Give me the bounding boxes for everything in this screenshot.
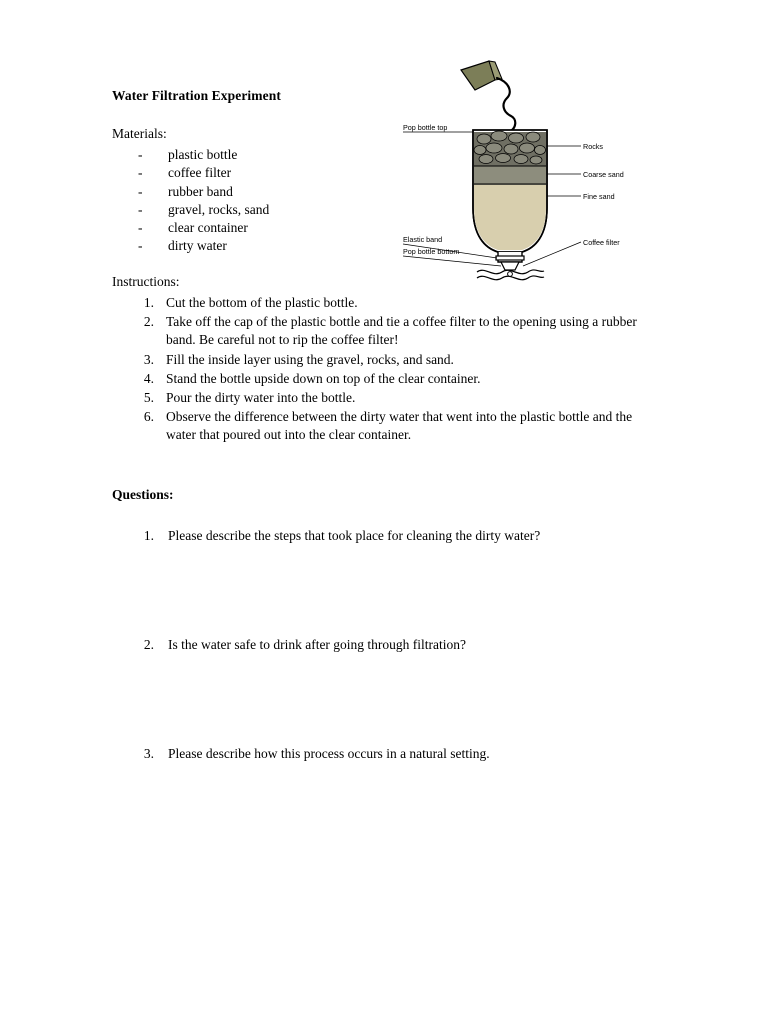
bullet-dash: - — [138, 201, 143, 217]
bullet-dash: - — [138, 220, 143, 236]
bullet-dash: - — [138, 147, 143, 162]
list-item: Stand the bottle upside down on top of the clear container. — [166, 370, 481, 386]
list-item: Please describe how this process occurs in a natural setting. — [168, 746, 490, 762]
materials-list — [112, 146, 642, 256]
list-item — [138, 164, 642, 182]
page-title: Water Filtration Experiment — [112, 88, 281, 103]
material-label: dirty water — [168, 238, 227, 254]
instructions-heading: Instructions: — [112, 273, 180, 289]
diagram-label-coarse-sand: Coarse sand — [583, 170, 624, 179]
list-item — [138, 219, 642, 237]
bullet-dash: - — [138, 165, 143, 181]
questions-list — [112, 527, 642, 854]
list-item — [138, 146, 642, 164]
document-content — [112, 88, 642, 854]
material-label: rubber band — [168, 183, 233, 199]
diagram-label-elastic-band: Elastic band — [403, 235, 443, 244]
diagram-label-pop-bottle-top: Pop bottle top — [403, 123, 448, 132]
diagram-label-coffee-filter: Coffee filter — [583, 238, 620, 247]
instructions-list — [112, 294, 642, 445]
list-item: Is the water safe to drink after going through filtration? — [168, 637, 467, 653]
diagram-label-pop-bottle-bottom: Pop bottle bottom — [403, 247, 460, 256]
material-label: coffee filter — [168, 165, 232, 181]
diagram-label-rocks: Rocks — [583, 142, 603, 151]
diagram-label-fine-sand: Fine sand — [583, 192, 615, 201]
list-item: Fill the inside layer using the gravel, rocks, and sand. — [166, 351, 454, 367]
list-item: Take off the cap of the plastic bottle and tie a coffee filter to the opening using a rubber band. Be careful not to rip the coffee filter! — [166, 313, 637, 348]
material-label: clear container — [168, 220, 248, 236]
list-item — [138, 237, 642, 255]
questions-heading: Questions: — [112, 487, 174, 503]
list-item — [138, 183, 642, 201]
materials-heading: Materials: — [112, 126, 167, 141]
list-item: Cut the bottom of the plastic bottle. — [166, 294, 358, 310]
list-item — [138, 201, 642, 219]
list-item: Observe the difference between the dirty water that went into the plastic bottle and the water that poured out into the clear container. — [166, 408, 633, 443]
material-label: gravel, rocks, sand — [168, 201, 270, 217]
pouring-cup-icon — [461, 61, 502, 90]
material-label: plastic bottle — [168, 147, 238, 162]
bullet-dash: - — [138, 183, 143, 199]
list-item: Pour the dirty water into the bottle. — [166, 389, 356, 405]
list-item: Please describe the steps that took place for cleaning the dirty water? — [168, 528, 541, 544]
bullet-dash: - — [138, 238, 143, 254]
